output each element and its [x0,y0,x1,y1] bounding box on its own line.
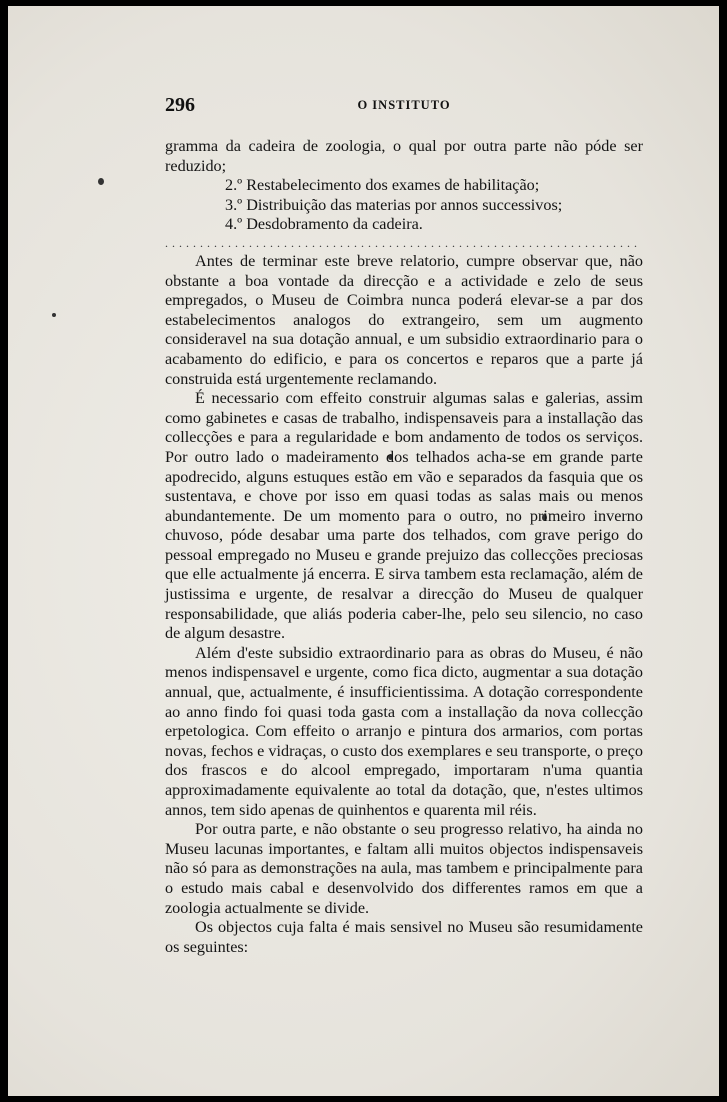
paragraph: Os objectos cuja falta é mais sensivel no Museu são resumidamente os seguintes: [165,918,643,956]
list-item: 4.º Desdobramento da cadeira. [225,215,423,234]
list-item: 2.º Restabelecimento dos exames de habilitação; [225,176,540,195]
body-text [165,137,643,957]
running-title: O INSTITUTO [357,98,451,112]
book-page [8,6,719,1096]
page-number: 296 [165,94,195,116]
paragraph: É necessario com effeito construir algumas salas e galerias, assim como gabinetes e casas de trabalho, indispensaveis para a installação das collecções e para a regularidade e bom andamento de todos os serviços. Por outro lado o madeiramento dos telhados acha-se em grande parte apodrecido, alguns estuques estão em vão e separados da fasquia que os sustentava, e chove por isso em quasi todas as salas mais ou menos abundantemente. De um momento para o outro, no primeiro inverno chuvoso, póde desabar uma parte dos telhados, com grave perigo do pessoal empregado no Museu e grande prejuizo das collecções preciosas que elle actualmente já encerra. E sirva tambem esta reclamação, além de justissima e urgente, de resalvar a direcção do Museu de qualquer responsabilidade, que aliás poderia caber-lhe, pelo seu silencio, no caso de algum desastre. [165,389,643,643]
list-item: 3.º Distribuição das materias por annos successivos; [225,195,563,214]
paragraph: Antes de terminar este breve relatorio, cumpre observar que, não obstante a boa vontade da direcção e a actividade e zelo de seus empregados, o Museu de Coimbra nunca poderá elevar-se a par dos estabelecimentos analogos do extrangeiro, sem um augmento consideravel na sua dotação annual, e um subsidio extraordinario para o acabamento do edificio, e para os concertos e reparos que a parte já construida está urgentemente reclamando. [165,251,643,388]
paragraph: Além d'este subsidio extraordinario para as obras do Museu, é não menos indispensavel e urgente, como fica dicto, augmentar a sua dotação annual, que, actualmente, é insufficientissima. A dotação correspondente ao anno findo foi quasi toda gasta com a installação da nova collecção erpetologica. Com effeito o arranjo e pintura dos armarios, com portas novas, fechos e vidraças, o custo dos exemplares e seu transporte, o preço dos frascos e do alcool empregado, importaram n'uma quantia approximadamente equivalente ao total da dotação, que, n'estes ultimos annos, tem sido apenas de quinhentos e quarenta mil réis. [165,643,643,819]
ink-speck [52,313,56,317]
opening-paragraph: gramma da cadeira de zoologia, o qual por outra parte não póde ser reduzido; [165,137,643,175]
page-header [165,94,643,118]
ink-speck [98,178,104,185]
paragraph: Por outra parte, e não obstante o seu progresso relativo, ha ainda no Museu lacunas importantes, e faltam alli muitos objectos indispensaveis não só para as demonstrações na aula, mas tambem e principalmente para o estudo mais cabal e desenvolvido dos differentes ramos em que a zoologia actualmente se divide. [165,820,643,917]
ellipsis-separator: .................................................................... [165,237,641,248]
